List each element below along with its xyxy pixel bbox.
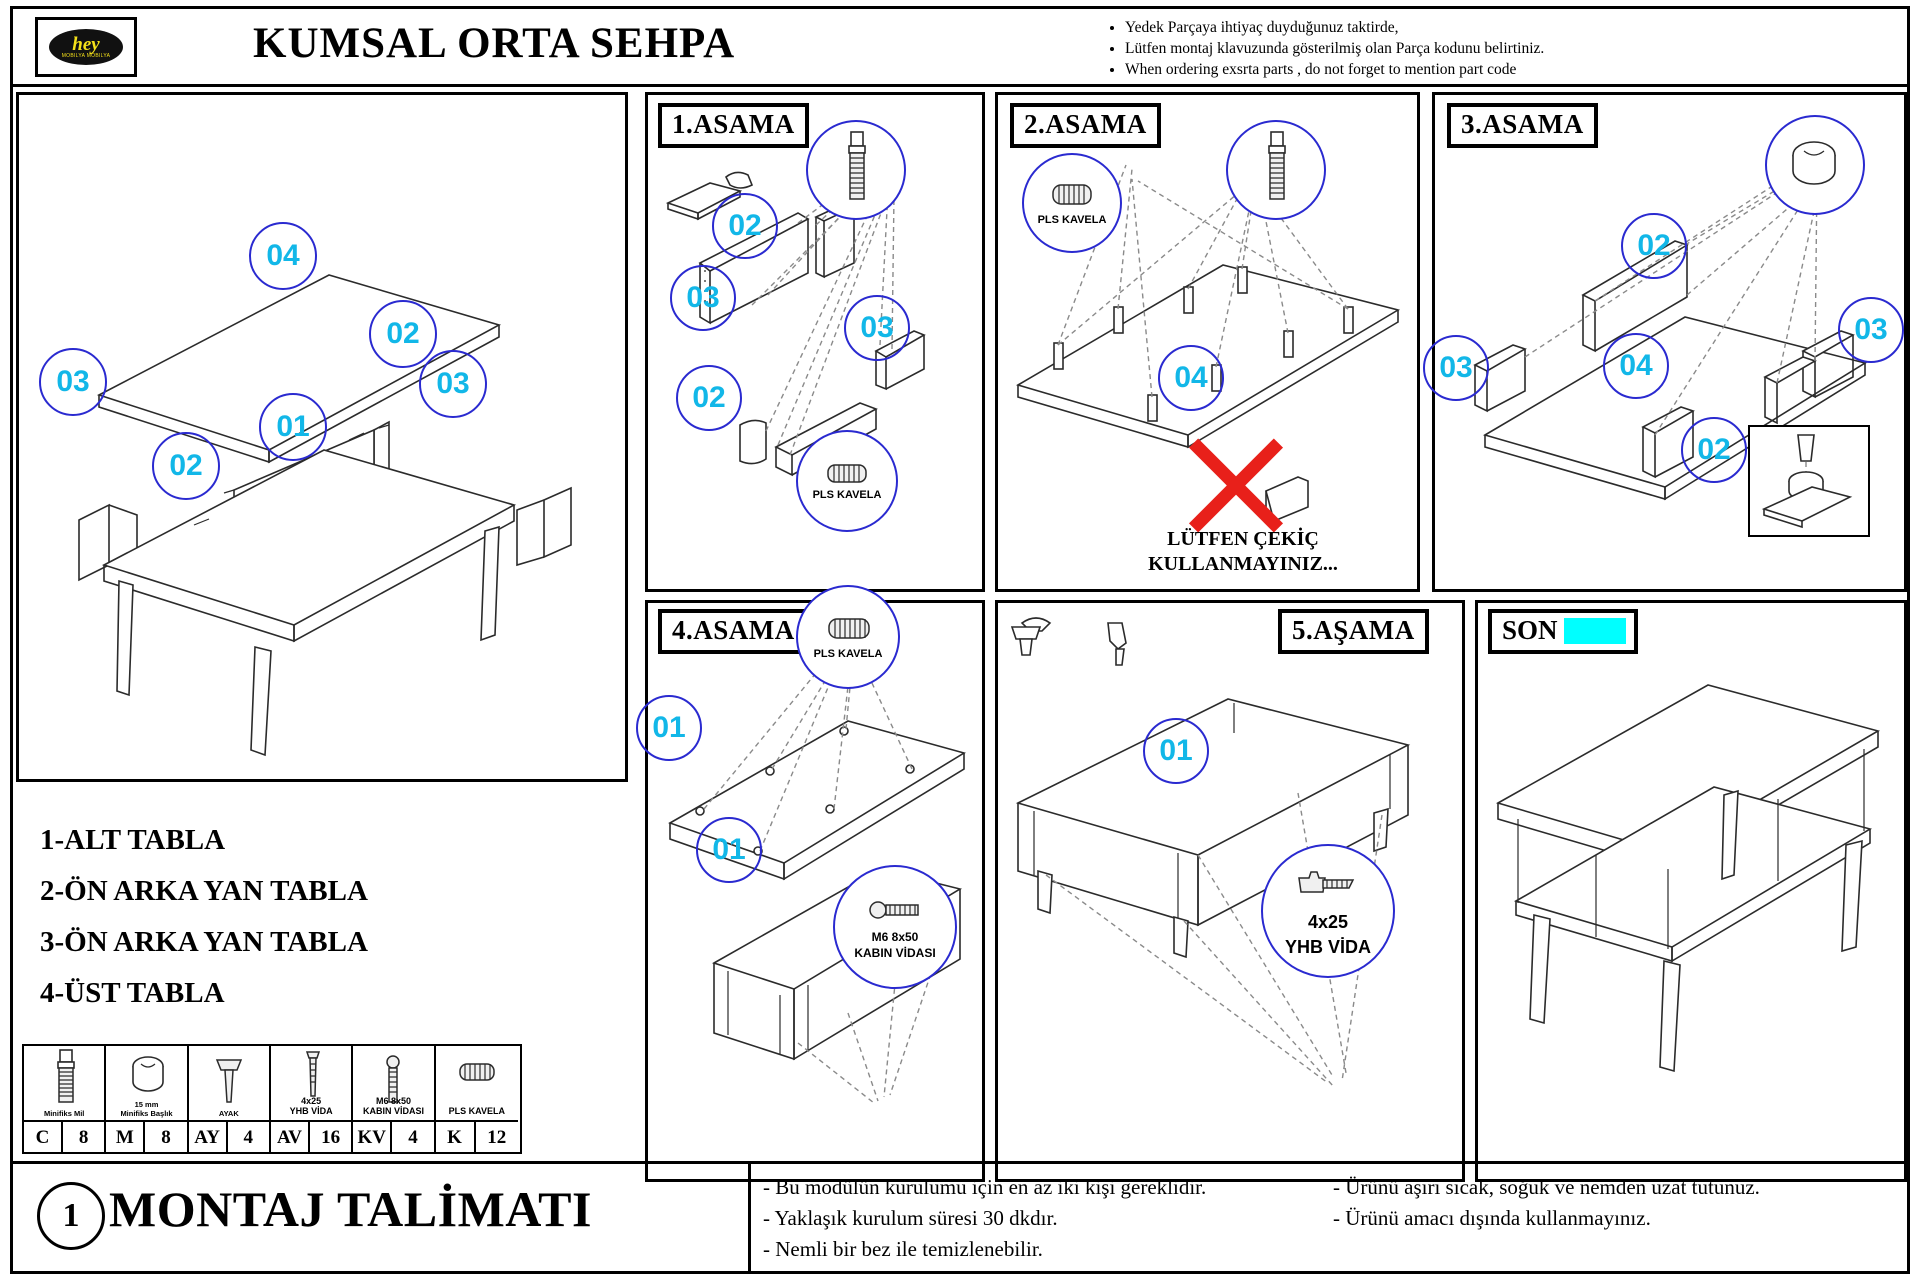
footer-bullets xyxy=(763,1172,1903,1265)
footer-bullet: - Ürünü amacı dışında kullanmayınız. xyxy=(1333,1206,1651,1230)
legend-item: 4-ÜST TABLA xyxy=(40,977,225,1009)
footer-bullet: - Bu modülün kurulumu için en az iki kişi gereklidir. xyxy=(763,1175,1207,1199)
callout-01: 01 xyxy=(259,393,327,461)
step3-panel xyxy=(1432,92,1907,592)
step4-label: 4.ASAMA xyxy=(658,609,809,654)
step4-label-kabin: KABIN VİDASI xyxy=(854,946,936,960)
step5-callout-01: 01 xyxy=(1143,718,1209,784)
logo-subtext: MOBILYA MOBILYA xyxy=(61,52,111,59)
footer-bullet: - Nemli bir bez ile temizlenebilir. xyxy=(763,1237,1043,1261)
hw-code: KV xyxy=(353,1122,392,1154)
final-label: SON xyxy=(1502,615,1558,645)
callout-02-bottom: 02 xyxy=(152,432,220,500)
hw-caption: M6 8x50 KABIN VİDASI xyxy=(362,1096,424,1116)
step2-panel xyxy=(995,92,1420,592)
hw-code: M xyxy=(106,1122,145,1154)
step3-callout-02a: 02 xyxy=(1621,213,1687,279)
step5-screw-bubble xyxy=(1261,844,1395,978)
hardware-table xyxy=(22,1044,522,1154)
footer xyxy=(13,1161,1907,1271)
step5-panel xyxy=(995,600,1465,1182)
legend-item: 2-ÖN ARKA YAN TABLA xyxy=(40,875,368,907)
step3-callout-03a: 03 xyxy=(1423,335,1489,401)
step5-label-4x25: 4x25 xyxy=(1307,912,1349,932)
step3-cap-bubble xyxy=(1765,115,1865,215)
final-panel xyxy=(1475,600,1907,1182)
step1-label: 1.ASAMA xyxy=(658,103,809,148)
legend-item: 3-ÖN ARKA YAN TABLA xyxy=(40,926,368,958)
callout-02-top: 02 xyxy=(369,300,437,368)
hw-qty: 8 xyxy=(78,1127,89,1148)
step1-callout-03b: 03 xyxy=(844,295,910,361)
hw-code: AV xyxy=(271,1122,310,1154)
hw-caption: 4x25 YHB VİDA xyxy=(289,1096,333,1116)
footer-number: 1 xyxy=(37,1182,105,1250)
step5-label: 5.AŞAMA xyxy=(1278,609,1429,654)
step1-callout-02a: 02 xyxy=(712,193,778,259)
step4-kavela-label: PLS KAVELA xyxy=(813,648,883,660)
step1-kavela-label: PLS KAVELA xyxy=(812,489,882,501)
callout-03-left: 03 xyxy=(39,348,107,416)
hw-code: AY xyxy=(189,1122,228,1154)
step4-callout-01b: 01 xyxy=(696,817,762,883)
hw-caption: AYAK xyxy=(218,1109,239,1118)
note-line: • Lütfen montaj klavuzunda gösterilmiş olan Parça kodunu belirtiniz. xyxy=(1125,38,1893,59)
hw-qty: 4 xyxy=(243,1127,254,1148)
hw-qty: 8 xyxy=(161,1127,171,1148)
hw-caption: Minifiks Mil xyxy=(43,1109,85,1118)
step3-callout-02b: 02 xyxy=(1681,417,1747,483)
hw-code: C xyxy=(24,1122,63,1154)
step4-callout-01a: 01 xyxy=(636,695,702,761)
footer-title: MONTAJ TALİMATI xyxy=(109,1181,592,1237)
step1-panel xyxy=(645,92,985,592)
step1-callout-03a: 03 xyxy=(670,265,736,331)
hw-caption: PLS KAVELA xyxy=(448,1106,505,1116)
step2-callout-04: 04 xyxy=(1158,345,1224,411)
brand-logo xyxy=(35,17,137,77)
step5-drawing xyxy=(998,603,1462,1179)
step3-callout-04: 04 xyxy=(1603,333,1669,399)
cyan-marker xyxy=(1564,618,1626,644)
final-drawing xyxy=(1478,603,1904,1179)
footer-bullet: - Ürünü aşırı sıcak, soğuk ve nemden uzat tutunuz. xyxy=(1333,1175,1760,1199)
step1-callout-02b: 02 xyxy=(676,365,742,431)
step1-hardware-bubble xyxy=(806,120,906,220)
callout-03-right: 03 xyxy=(419,350,487,418)
step1-kavela-bubble xyxy=(796,430,898,532)
hw-qty: 12 xyxy=(487,1127,507,1148)
step3-detail-inset xyxy=(1748,425,1870,537)
hw-qty: 16 xyxy=(321,1127,341,1148)
header-notes xyxy=(1103,17,1893,80)
callout-04: 04 xyxy=(249,222,317,290)
step4-kavela-bubble xyxy=(796,585,900,689)
step4-panel xyxy=(645,600,985,1182)
page-title: KUMSAL ORTA SEHPA xyxy=(253,20,736,67)
footer-bullet: - Yaklaşık kurulum süresi 30 dkdır. xyxy=(763,1206,1058,1230)
hw-qty: 4 xyxy=(408,1127,418,1148)
step3-callout-03b: 03 xyxy=(1838,297,1904,363)
footer-divider xyxy=(748,1164,751,1274)
note-line: • Yedek Parçaya ihtiyaç duyduğunuz taktirde, xyxy=(1125,17,1893,38)
step2-label: 2.ASAMA xyxy=(1010,103,1161,148)
note-line: • When ordering exsrta parts , do not forget to mention part code xyxy=(1125,59,1893,80)
header xyxy=(13,9,1907,87)
hw-caption: 15 mm Minifiks Başlık xyxy=(120,1100,173,1118)
step5-label-yhb: YHB VİDA xyxy=(1284,937,1371,957)
final-label-box xyxy=(1488,609,1638,654)
step4-kabin-vida-bubble xyxy=(833,865,957,989)
no-hammer-warning: LÜTFEN ÇEKİÇ KULLANMAYINIZ... xyxy=(1148,528,1338,575)
logo-text: hey xyxy=(72,33,100,55)
step2-hardware-bubble xyxy=(1226,120,1326,220)
hw-code: K xyxy=(436,1122,476,1154)
step2-kavela-label: PLS KAVELA xyxy=(1037,214,1107,226)
overview-panel xyxy=(16,92,628,782)
step3-label: 3.ASAMA xyxy=(1447,103,1598,148)
step2-kavela-bubble xyxy=(1022,153,1122,253)
legend-item: 1-ALT TABLA xyxy=(40,824,226,856)
parts-legend xyxy=(40,815,368,1019)
no-hammer-x-icon xyxy=(1176,453,1296,519)
step4-label-m6: M6 8x50 xyxy=(871,930,919,944)
